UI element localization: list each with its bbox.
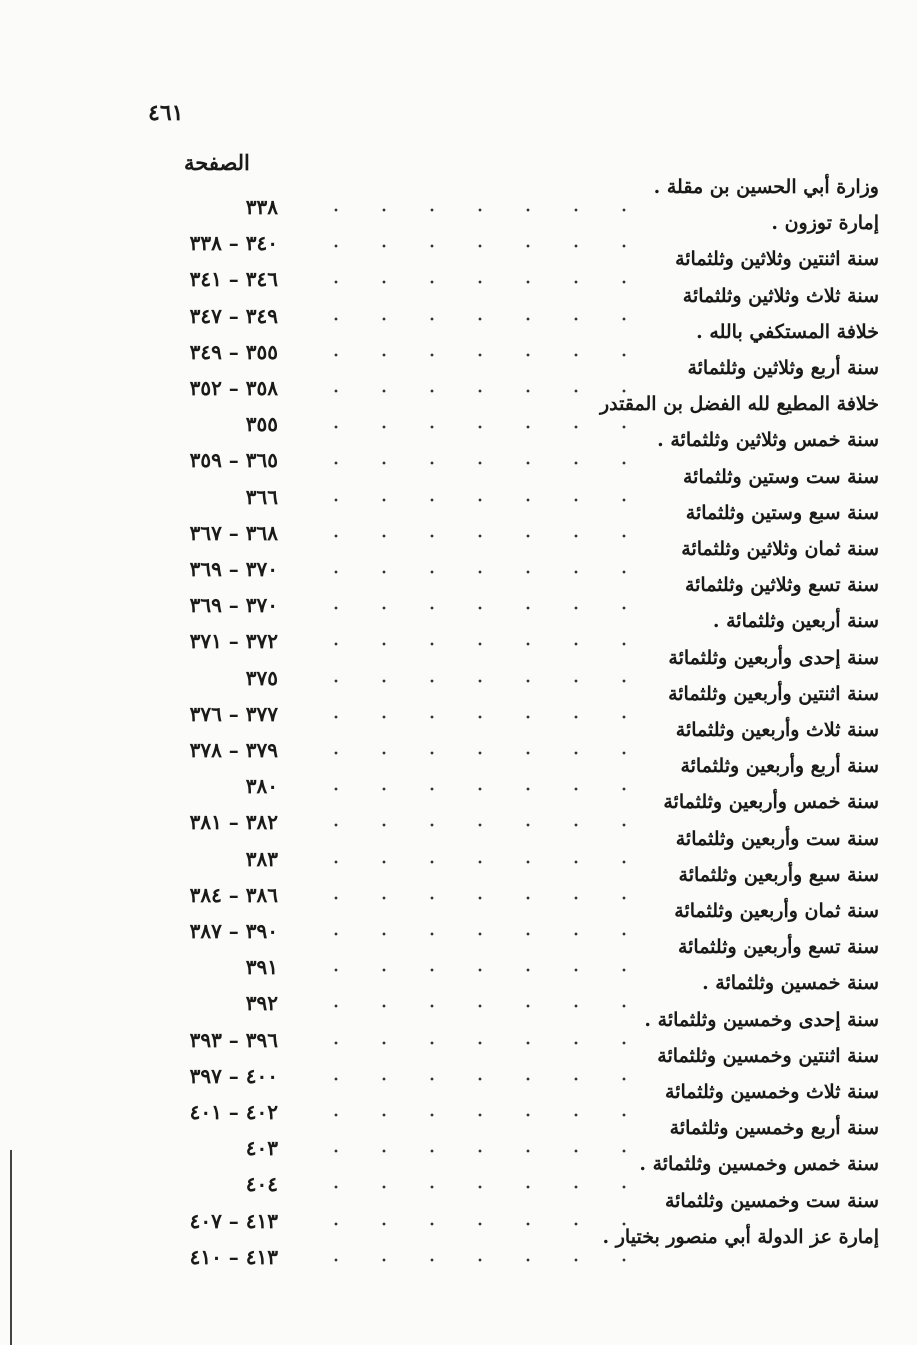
toc-leader-dots xyxy=(300,461,640,465)
toc-leader-dots xyxy=(300,1149,640,1153)
toc-entry-pages: ٤١٣ – ٤١٠ xyxy=(189,1244,278,1269)
toc-leader-dots xyxy=(300,860,640,864)
toc-entry-pages: ٣٦٥ – ٣٥٩ xyxy=(189,448,278,473)
toc-leader-dots xyxy=(300,896,640,900)
toc-entry-pages: ٣٤٦ – ٣٤١ xyxy=(189,267,278,292)
toc-entry-title: إمارة عز الدولة أبي منصور بختيار . xyxy=(602,1225,879,1248)
toc-entry-title: سنة خمسين وثلثمائة . xyxy=(702,972,879,995)
toc-entry-pages: ٣٣٨ xyxy=(245,195,278,219)
toc-entry-pages: ٣٧٠ – ٣٦٩ xyxy=(189,593,278,618)
toc-leader-dots xyxy=(300,1222,640,1226)
toc-leader-dots xyxy=(300,570,640,574)
toc-entry-title: سنة أربع وخمسين وثلثمائة xyxy=(669,1117,879,1140)
toc-entry-pages: ٤٠٠ – ٣٩٧ xyxy=(189,1063,278,1088)
toc-entry-pages: ٣٨٠ xyxy=(245,774,278,799)
toc-entry-pages: ٣٦٨ – ٣٦٧ xyxy=(189,520,278,545)
toc-leader-dots xyxy=(300,823,640,827)
toc-entry-title: سنة سبع وستين وثلثمائة xyxy=(685,501,879,524)
toc-leader-dots xyxy=(300,389,640,393)
toc-entry-pages: ٣٩٦ – ٣٩٣ xyxy=(189,1027,278,1052)
toc-leader-dots xyxy=(300,787,640,791)
toc-entry-title: سنة ثلاث وأربعين وثلثمائة xyxy=(675,719,879,741)
toc-entry-pages: ٣٨٣ xyxy=(245,846,278,871)
toc-leader-dots xyxy=(300,1004,640,1008)
page-column-header: الصفحة xyxy=(184,150,250,175)
toc-entry-title: خلافة المطيع لله الفضل بن المقتدر xyxy=(599,393,879,416)
toc-entry-pages: ٣٩١ xyxy=(245,955,278,980)
toc-entry-title: سنة أربع وثلاثين وثلثمائة xyxy=(687,357,879,379)
toc-entry-pages: ٣٤٠ – ٣٣٨ xyxy=(189,231,278,256)
toc-entry-title: سنة اثنتين وأربعين وثلثمائة xyxy=(668,682,879,705)
toc-entry-pages: ٤١٣ – ٤٠٧ xyxy=(189,1208,278,1233)
toc-entry-title: وزارة أبي الحسين بن مقلة . xyxy=(653,176,879,198)
toc-entry-title: إمارة توزون . xyxy=(771,212,879,235)
page-number: ٤٦١ xyxy=(148,100,184,126)
toc-entry-title: سنة إحدى وأربعين وثلثمائة xyxy=(668,646,879,669)
toc-entry-title: سنة خمس وأربعين وثلثمائة xyxy=(663,791,879,814)
toc-entry-pages: ٣٧٠ – ٣٦٩ xyxy=(189,557,278,581)
toc-leader-dots xyxy=(300,208,640,212)
toc-entry-pages: ٣٤٩ – ٣٤٧ xyxy=(189,303,278,328)
toc-entry-title: سنة إحدى وخمسين وثلثمائة . xyxy=(644,1008,879,1031)
toc-leader-dots xyxy=(300,932,640,936)
toc-leader-dots xyxy=(300,642,640,646)
toc-leader-dots xyxy=(300,280,640,284)
toc-entry-pages: ٣٩٢ xyxy=(245,991,278,1016)
toc-entry-pages: ٣٧٩ – ٣٧٨ xyxy=(189,738,278,762)
toc-entry-title: سنة اثنتين وخمسين وثلثمائة xyxy=(657,1044,879,1067)
toc-leader-dots xyxy=(300,353,640,357)
toc-leader-dots xyxy=(300,679,640,683)
toc-leader-dots xyxy=(300,1077,640,1081)
toc-leader-dots xyxy=(300,534,640,538)
toc-entry-pages: ٣٨٦ – ٣٨٤ xyxy=(189,882,278,907)
toc-entry-title: سنة ثلاث وثلاثين وثلثمائة xyxy=(682,284,879,307)
toc-leader-dots xyxy=(300,317,640,321)
toc-leader-dots xyxy=(300,968,640,972)
toc-entry-title: سنة ثلاث وخمسين وثلثمائة xyxy=(665,1081,879,1103)
margin-rule xyxy=(10,1150,12,1345)
toc-leader-dots xyxy=(300,606,640,610)
toc-entry-title: سنة أربع وأربعين وثلثمائة xyxy=(680,755,879,778)
toc-entry-title: سنة خمس وخمسين وثلثمائة . xyxy=(639,1153,879,1176)
toc-entry-pages: ٣٧٥ xyxy=(245,665,278,690)
toc-entry-title: سنة تسع وأربعين وثلثمائة xyxy=(677,936,879,959)
toc-entry-pages: ٤٠٢ – ٤٠١ xyxy=(189,1100,278,1124)
toc-entry-title: سنة ست وستين وثلثمائة xyxy=(682,465,879,488)
toc-entry-pages: ٣٥٥ xyxy=(245,412,278,437)
toc-leader-dots xyxy=(300,425,640,429)
toc-entry-title: سنة ست وأربعين وثلثمائة xyxy=(675,827,879,850)
toc-entry-pages: ٣٧٧ – ٣٧٦ xyxy=(189,701,278,726)
toc-entry-title: خلافة المستكفي بالله . xyxy=(696,320,879,343)
toc-leader-dots xyxy=(300,244,640,248)
toc-entry-title: سنة ثمان وأربعين وثلثمائة xyxy=(674,900,879,922)
toc-entry-pages: ٣٧٢ – ٣٧١ xyxy=(189,629,278,654)
toc-leader-dots xyxy=(300,1113,640,1117)
toc-entry-pages: ٣٥٨ – ٣٥٢ xyxy=(189,376,278,400)
toc-entry-pages: ٤٠٣ xyxy=(245,1136,278,1161)
toc-entry-pages: ٣٩٠ – ٣٨٧ xyxy=(189,919,278,943)
toc-leader-dots xyxy=(300,1185,640,1189)
toc-entry-title: سنة سبع وأربعين وثلثمائة xyxy=(678,863,879,886)
toc-entry-pages: ٣٥٥ – ٣٤٩ xyxy=(189,339,278,364)
toc-entry-title: سنة أربعين وثلثمائة . xyxy=(712,610,879,633)
toc-entry-pages: ٣٦٦ xyxy=(245,484,278,509)
toc-leader-dots xyxy=(300,498,640,502)
toc-entry-title: سنة ست وخمسين وثلثمائة xyxy=(664,1189,879,1212)
toc-entry-pages: ٤٠٤ xyxy=(245,1172,278,1197)
toc-leader-dots xyxy=(300,1041,640,1045)
toc-entry-title: سنة خمس وثلاثين وثلثمائة . xyxy=(657,429,879,452)
toc-entry-title: سنة اثنتين وثلاثين وثلثمائة xyxy=(675,248,879,271)
toc-leader-dots xyxy=(300,715,640,719)
toc-leader-dots xyxy=(300,751,640,755)
toc-entry-title: سنة تسع وثلاثين وثلثمائة xyxy=(684,574,879,597)
toc-entry-title: سنة ثمان وثلاثين وثلثمائة xyxy=(681,538,879,560)
toc-leader-dots xyxy=(300,1258,640,1262)
toc-entry-pages: ٣٨٢ – ٣٨١ xyxy=(189,810,278,835)
